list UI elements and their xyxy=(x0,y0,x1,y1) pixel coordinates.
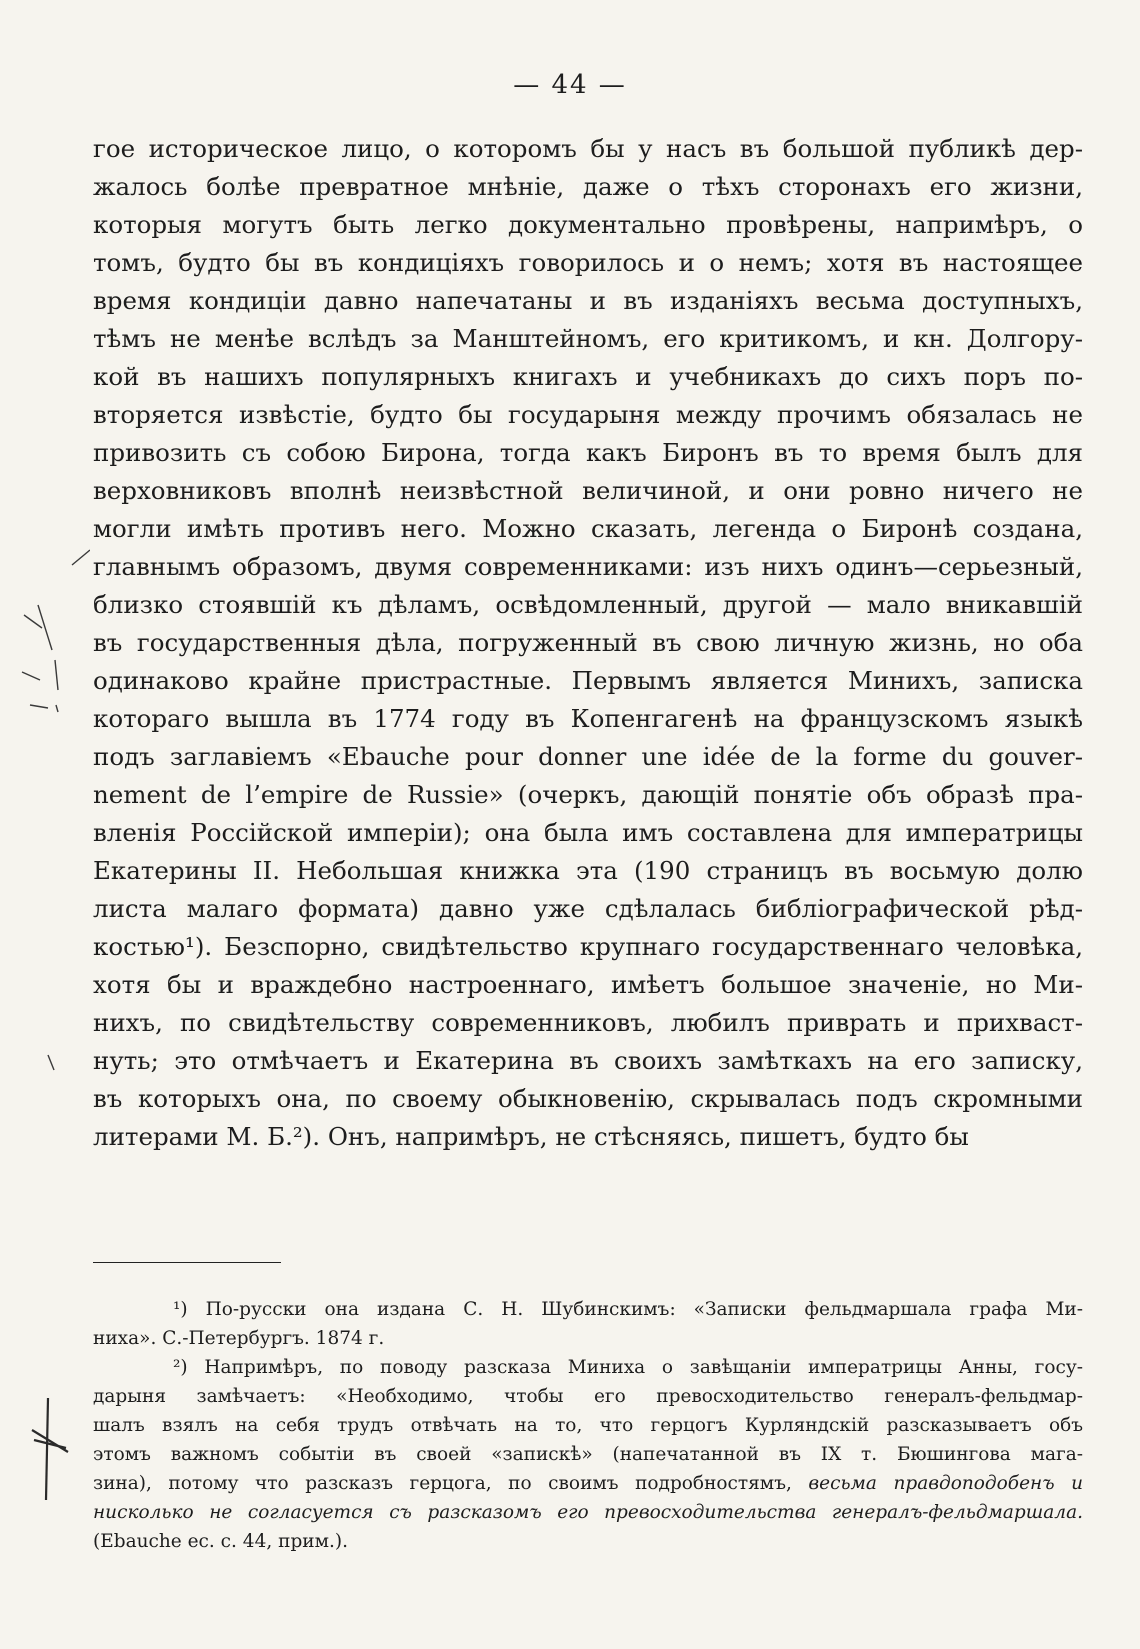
footnote-1: ¹) По-русски она издана С. Н. Шубинскимъ: «Записки фельдмаршала графа Ми- xyxy=(173,1299,1083,1320)
text-line: nement de l’empire de Russie» (очеркъ, дающій понятіе объ образѣ пра- xyxy=(93,780,1083,809)
text-line: хотя бы и враждебно настроеннаго, имѣетъ большое значеніе, но Ми- xyxy=(93,970,1083,999)
main-text-block xyxy=(93,130,1083,1156)
text-line: листа малаго формата) давно уже сдѣлалась библіографической рѣд- xyxy=(93,894,1083,923)
text-line: время кондиціи давно напечатаны и въ изданіяхъ весьма доступныхъ, xyxy=(93,286,1083,315)
text-line: которыя могутъ быть легко документально провѣрены, напримѣръ, о xyxy=(93,210,1083,239)
margin-pencil-marks xyxy=(0,0,90,1649)
footnote-line xyxy=(93,1498,1083,1527)
text-line: верховниковъ вполнѣ неизвѣстной величиной, и они ровно ничего не xyxy=(93,476,1083,505)
text-line: нуть; это отмѣчаетъ и Екатерина въ своихъ замѣткахъ на его записку, xyxy=(93,1046,1083,1075)
footnote-italic-segment: весьма правдоподобенъ и xyxy=(808,1473,1083,1494)
text-line: въ государственныя дѣла, погруженный въ свою личную жизнь, но оба xyxy=(93,628,1083,657)
text-line: подъ заглавіемъ «Ebauche pour donner une idée de la forme du gouver- xyxy=(93,742,1083,771)
footnotes-block xyxy=(93,1295,1083,1556)
footnote-line: (Ebauche ес. с. 44, прим.). xyxy=(93,1531,348,1552)
page-number: — 44 — xyxy=(513,70,627,100)
text-line: главнымъ образомъ, двумя современниками: изъ нихъ одинъ—серьезный, xyxy=(93,552,1083,581)
text-line: вленія Россійской имперіи); она была имъ составлена для императрицы xyxy=(93,818,1083,847)
text-line: Екатерины II. Небольшая книжка эта (190 страницъ въ восьмую долю xyxy=(93,856,1083,885)
footnote-italic-segment: нисколько не согласуется съ разсказомъ его превосходительства генералъ-фельдмаршала. xyxy=(93,1502,1083,1523)
footnote-2: ²) Напримѣръ, по поводу разсказа Миниха о завѣщаніи императрицы Анны, госу- xyxy=(173,1357,1083,1378)
text-line: привозить съ собою Бирона, тогда какъ Биронъ въ то время былъ для xyxy=(93,438,1083,467)
text-line: одинаково крайне пристрастные. Первымъ является Минихъ, записка xyxy=(93,666,1083,695)
text-line: нихъ, по свидѣтельству современниковъ, любилъ приврать и прихваст- xyxy=(93,1008,1083,1037)
footnote-line: шалъ взялъ на себя трудъ отвѣчать на то, что герцогъ Курляндскій разсказываетъ объ xyxy=(93,1415,1083,1436)
text-line: въ которыхъ она, по своему обыкновенію, скрывалась подъ скромными xyxy=(93,1084,1083,1113)
text-line: котораго вышла въ 1774 году въ Копенгагенѣ на французскомъ языкѣ xyxy=(93,704,1083,733)
text-line: гое историческое лицо, о которомъ бы у насъ въ большой публикѣ дер- xyxy=(93,134,1083,163)
footnote-separator xyxy=(93,1262,281,1263)
footnote-line: дарыня замѣчаетъ: «Необходимо, чтобы его превосходительство генералъ-фельдмар- xyxy=(93,1386,1083,1407)
text-line: литерами М. Б.²). Онъ, напримѣръ, не стѣсняясь, пишетъ, будто бы xyxy=(93,1122,969,1151)
footnote-line: этомъ важномъ событіи въ своей «запискѣ» (напечатанной въ IX т. Бюшингова мага- xyxy=(93,1444,1083,1465)
text-line: кой въ нашихъ популярныхъ книгахъ и учебникахъ до сихъ поръ по- xyxy=(93,362,1083,391)
text-line: могли имѣть противъ него. Можно сказать, легенда о Биронѣ создана, xyxy=(93,514,1083,543)
text-line: тѣмъ не менѣе вслѣдъ за Манштейномъ, его критикомъ, и кн. Долгору- xyxy=(93,324,1083,353)
text-line: близко стоявшій къ дѣламъ, освѣдомленный, другой — мало вникавшій xyxy=(93,590,1083,619)
text-line: костью¹). Безспорно, свидѣтельство крупнаго государственнаго человѣка, xyxy=(93,932,1083,961)
footnote-line: ниха». С.-Петербургъ. 1874 г. xyxy=(93,1328,385,1349)
text-line: томъ, будто бы въ кондиціяхъ говорилось и о немъ; хотя въ настоящее xyxy=(93,248,1083,277)
footnote-line xyxy=(93,1469,1083,1498)
text-line: жалось болѣе превратное мнѣніе, даже о тѣхъ сторонахъ его жизни, xyxy=(93,172,1083,201)
text-line: вторяется извѣстіе, будто бы государыня между прочимъ обязалась не xyxy=(93,400,1083,429)
footnote-segment: зина), потому что разсказъ герцога, по своимъ подробностямъ, xyxy=(93,1473,792,1494)
